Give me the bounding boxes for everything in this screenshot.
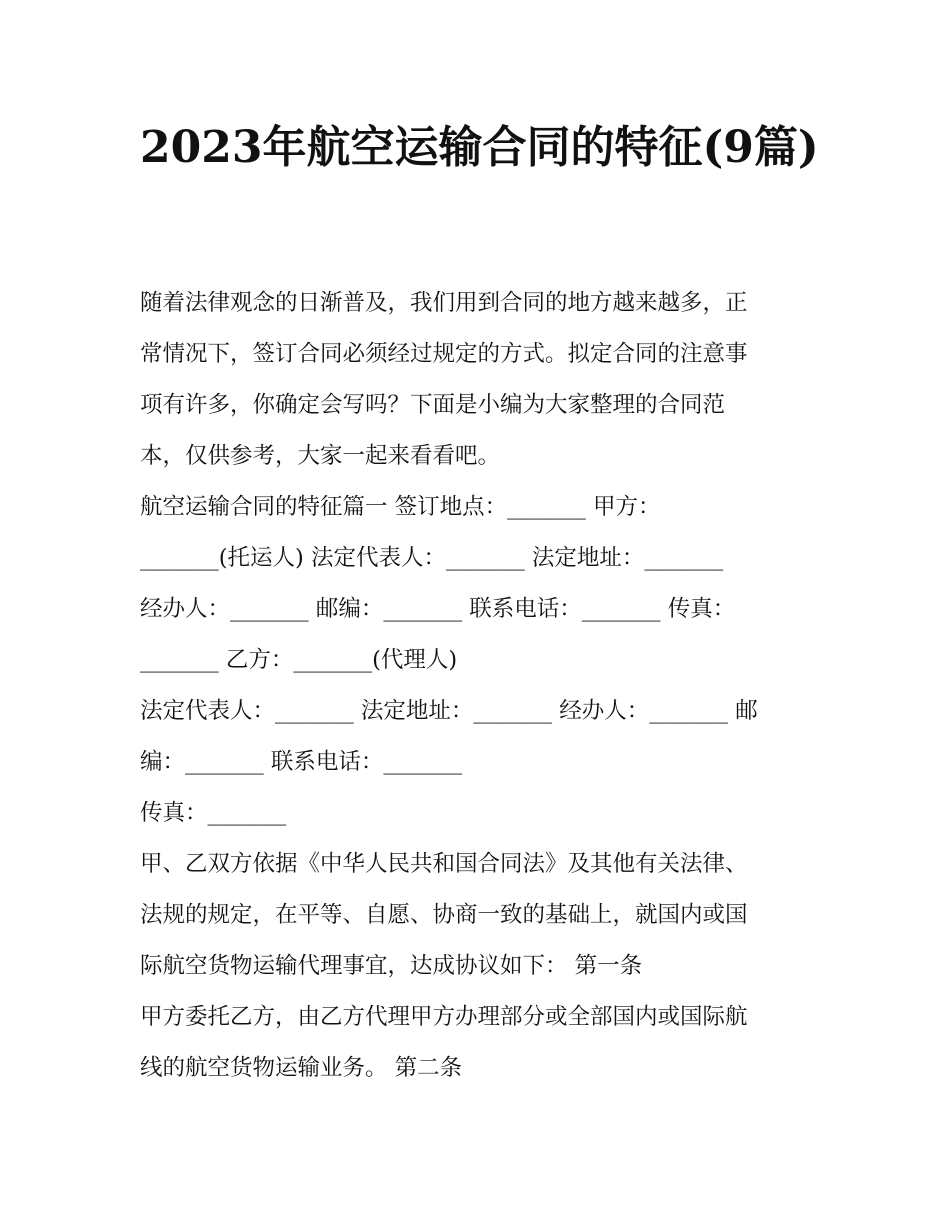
text-line: _______(托运人) 法定代表人：_______ 法定地址：_______ <box>140 545 724 571</box>
text-line: 编：_______ 联系电话：_______ <box>140 749 463 775</box>
intro-paragraph <box>140 278 812 482</box>
text-line: 本，仅供参考，大家一起来看看吧。 <box>140 443 501 469</box>
text-line: 甲方委托乙方，由乙方代理甲方办理部分或全部国内或国际航 <box>140 1004 748 1030</box>
party-a-paragraph <box>140 482 812 686</box>
text-line: 法定代表人：_______ 法定地址：_______ 经办人：_______ 邮 <box>140 698 758 724</box>
text-line: _______ 乙方：_______(代理人) <box>140 647 458 673</box>
fax-paragraph <box>140 788 812 839</box>
text-line: 常情况下，签订合同必须经过规定的方式。拟定合同的注意事 <box>140 341 748 367</box>
text-line: 传真：_______ <box>140 800 287 826</box>
agreement-paragraph <box>140 839 812 992</box>
text-line: 法规的规定，在平等、自愿、协商一致的基础上，就国内或国 <box>140 902 748 928</box>
party-b-paragraph <box>140 686 812 788</box>
text-line: 随着法律观念的日渐普及，我们用到合同的地方越来越多，正 <box>140 290 748 316</box>
article-paragraph <box>140 992 812 1094</box>
text-line: 线的航空货物运输业务。 第二条 <box>140 1055 463 1081</box>
text-line: 甲、乙双方依据《中华人民共和国合同法》及其他有关法律、 <box>140 851 748 877</box>
text-line: 项有许多，你确定会写吗？下面是小编为大家整理的合同范 <box>140 392 726 418</box>
text-line: 经办人：_______ 邮编：_______ 联系电话：_______ 传真： <box>140 596 736 622</box>
document-title: 2023年航空运输合同的特征(9篇) <box>140 122 819 173</box>
text-line: 际航空货物运输代理事宜，达成协议如下： 第一条 <box>140 953 643 979</box>
document-body <box>140 278 812 1094</box>
text-line: 航空运输合同的特征篇一 签订地点：_______ 甲方： <box>140 494 661 520</box>
